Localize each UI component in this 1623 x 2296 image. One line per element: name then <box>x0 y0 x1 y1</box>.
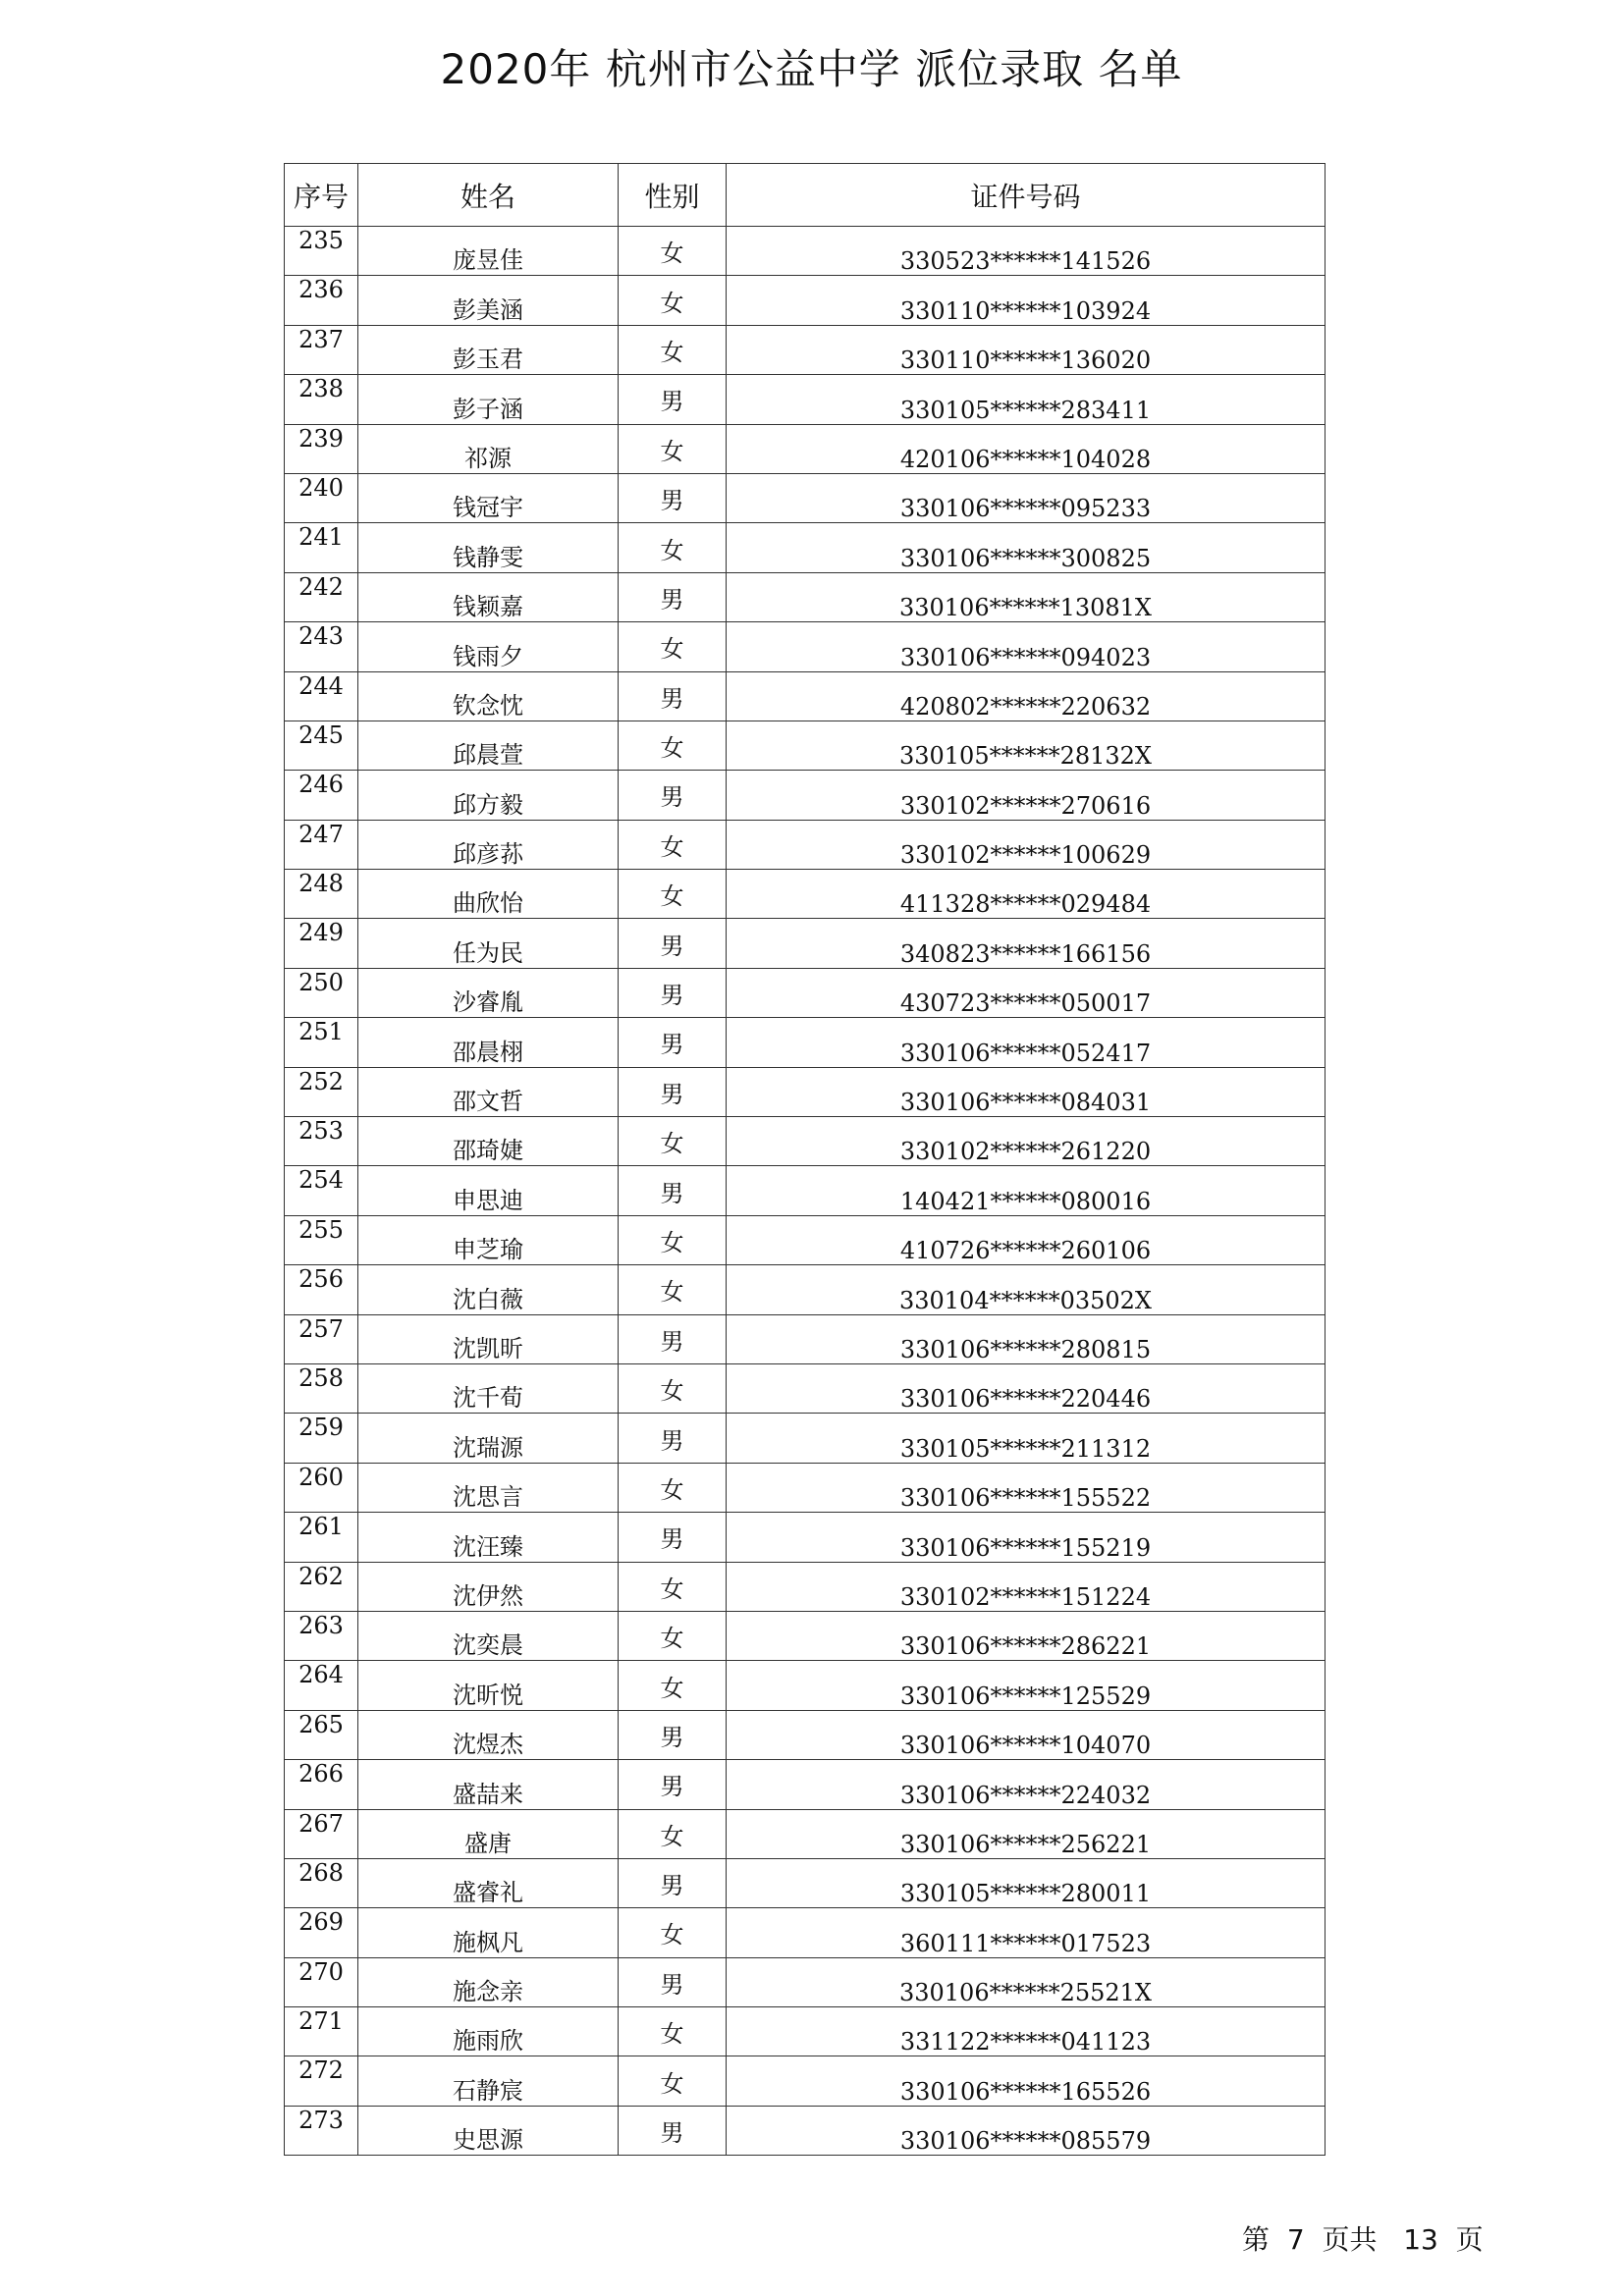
row-id-number: 330106******155219 <box>727 1513 1325 1562</box>
row-seq: 267 <box>285 1809 358 1858</box>
row-name: 史思源 <box>358 2106 619 2155</box>
row-seq: 266 <box>285 1760 358 1809</box>
row-id-number: 330105******28132X <box>727 721 1325 770</box>
row-gender: 男 <box>619 1414 727 1463</box>
footer-current-page: 7 <box>1286 2223 1305 2256</box>
row-seq: 255 <box>285 1215 358 1264</box>
footer-total-pages: 13 <box>1403 2223 1438 2256</box>
table-body <box>285 227 1325 2156</box>
row-gender: 男 <box>619 473 727 522</box>
table-row <box>285 227 1325 276</box>
table-row <box>285 1562 1325 1611</box>
row-gender: 女 <box>619 325 727 374</box>
table-row <box>285 2056 1325 2106</box>
row-gender: 女 <box>619 1117 727 1166</box>
table-row <box>285 325 1325 374</box>
table-row <box>285 820 1325 869</box>
row-gender: 男 <box>619 1957 727 2006</box>
row-id-number: 330106******280815 <box>727 1314 1325 1363</box>
row-name: 邱彦荪 <box>358 820 619 869</box>
row-gender: 男 <box>619 1513 727 1562</box>
row-seq: 262 <box>285 1562 358 1611</box>
row-name: 任为民 <box>358 919 619 968</box>
row-name: 钦念忱 <box>358 671 619 721</box>
table-row <box>285 622 1325 671</box>
table-row <box>285 1215 1325 1264</box>
row-name: 彭子涵 <box>358 375 619 424</box>
row-gender: 女 <box>619 1463 727 1512</box>
row-seq: 244 <box>285 671 358 721</box>
row-seq: 246 <box>285 771 358 820</box>
table-row <box>285 1908 1325 1957</box>
row-gender: 男 <box>619 375 727 424</box>
row-name: 邵晨栩 <box>358 1018 619 1067</box>
row-name: 邱晨萱 <box>358 721 619 770</box>
row-gender: 男 <box>619 1760 727 1809</box>
row-id-number: 330106******125529 <box>727 1661 1325 1710</box>
row-id-number: 330105******280011 <box>727 1858 1325 1907</box>
row-id-number: 330106******165526 <box>727 2056 1325 2106</box>
row-id-number: 330106******155522 <box>727 1463 1325 1512</box>
row-seq: 263 <box>285 1611 358 1660</box>
table-row <box>285 1611 1325 1660</box>
row-id-number: 330104******03502X <box>727 1265 1325 1314</box>
row-seq: 248 <box>285 870 358 919</box>
row-seq: 245 <box>285 721 358 770</box>
row-gender: 女 <box>619 622 727 671</box>
row-gender: 女 <box>619 1265 727 1314</box>
table-row <box>285 1414 1325 1463</box>
row-gender: 男 <box>619 1166 727 1215</box>
row-id-number: 330102******151224 <box>727 1562 1325 1611</box>
table-row <box>285 1513 1325 1562</box>
table-row <box>285 771 1325 820</box>
row-name: 施枫凡 <box>358 1908 619 1957</box>
row-name: 钱静雯 <box>358 523 619 572</box>
row-gender: 男 <box>619 968 727 1017</box>
row-id-number: 330106******256221 <box>727 1809 1325 1858</box>
row-gender: 男 <box>619 2106 727 2155</box>
row-seq: 273 <box>285 2106 358 2155</box>
row-seq: 239 <box>285 424 358 473</box>
row-name: 申思迪 <box>358 1166 619 1215</box>
table-row <box>285 1265 1325 1314</box>
row-gender: 男 <box>619 1858 727 1907</box>
table-row <box>285 1760 1325 1809</box>
row-seq: 253 <box>285 1117 358 1166</box>
row-name: 钱冠宇 <box>358 473 619 522</box>
row-id-number: 340823******166156 <box>727 919 1325 968</box>
row-gender: 男 <box>619 771 727 820</box>
table-row <box>285 276 1325 325</box>
row-seq: 242 <box>285 572 358 621</box>
row-seq: 270 <box>285 1957 358 2006</box>
row-name: 钱雨夕 <box>358 622 619 671</box>
row-seq: 256 <box>285 1265 358 1314</box>
row-seq: 265 <box>285 1710 358 1759</box>
page-footer <box>1242 2218 1484 2258</box>
table-row <box>285 523 1325 572</box>
row-id-number: 360111******017523 <box>727 1908 1325 1957</box>
table-header-row <box>285 164 1325 227</box>
table-row <box>285 1067 1325 1116</box>
row-id-number: 330105******283411 <box>727 375 1325 424</box>
row-name: 申芝瑜 <box>358 1215 619 1264</box>
row-gender: 女 <box>619 1661 727 1710</box>
table-row <box>285 375 1325 424</box>
table-row <box>285 424 1325 473</box>
row-name: 沈千荀 <box>358 1363 619 1413</box>
row-seq: 258 <box>285 1363 358 1413</box>
row-id-number: 330106******224032 <box>727 1760 1325 1809</box>
row-id-number: 330106******052417 <box>727 1018 1325 1067</box>
row-id-number: 330106******085579 <box>727 2106 1325 2155</box>
row-seq: 268 <box>285 1858 358 1907</box>
row-seq: 251 <box>285 1018 358 1067</box>
table-row <box>285 1809 1325 1858</box>
row-gender: 女 <box>619 820 727 869</box>
row-seq: 269 <box>285 1908 358 1957</box>
row-name: 钱颖嘉 <box>358 572 619 621</box>
table-row <box>285 968 1325 1017</box>
row-id-number: 411328******029484 <box>727 870 1325 919</box>
row-name: 沈凯昕 <box>358 1314 619 1363</box>
row-seq: 241 <box>285 523 358 572</box>
row-seq: 260 <box>285 1463 358 1512</box>
row-id-number: 330106******095233 <box>727 473 1325 522</box>
table-row <box>285 1117 1325 1166</box>
row-gender: 女 <box>619 1562 727 1611</box>
row-id-number: 330106******13081X <box>727 572 1325 621</box>
row-name: 沈奕晨 <box>358 1611 619 1660</box>
row-id-number: 330106******104070 <box>727 1710 1325 1759</box>
row-seq: 271 <box>285 2007 358 2056</box>
row-seq: 249 <box>285 919 358 968</box>
row-gender: 女 <box>619 276 727 325</box>
row-name: 沈汪臻 <box>358 1513 619 1562</box>
table-row <box>285 1166 1325 1215</box>
row-seq: 235 <box>285 227 358 276</box>
header-id-number: 证件号码 <box>727 164 1325 227</box>
row-seq: 254 <box>285 1166 358 1215</box>
row-gender: 男 <box>619 1067 727 1116</box>
table-row <box>285 1314 1325 1363</box>
table-row <box>285 1463 1325 1512</box>
table-row <box>285 721 1325 770</box>
row-seq: 261 <box>285 1513 358 1562</box>
footer-suffix: 页 <box>1455 2223 1484 2256</box>
row-id-number: 430723******050017 <box>727 968 1325 1017</box>
header-seq: 序号 <box>285 164 358 227</box>
row-gender: 男 <box>619 1018 727 1067</box>
row-name: 施念亲 <box>358 1957 619 2006</box>
table-row <box>285 671 1325 721</box>
row-seq: 247 <box>285 820 358 869</box>
row-name: 邵文哲 <box>358 1067 619 1116</box>
row-name: 石静宸 <box>358 2056 619 2106</box>
row-id-number: 330523******141526 <box>727 227 1325 276</box>
row-id-number: 330102******270616 <box>727 771 1325 820</box>
row-id-number: 331122******041123 <box>727 2007 1325 2056</box>
row-gender: 女 <box>619 424 727 473</box>
row-gender: 女 <box>619 227 727 276</box>
row-seq: 236 <box>285 276 358 325</box>
row-id-number: 420106******104028 <box>727 424 1325 473</box>
row-gender: 女 <box>619 870 727 919</box>
row-name: 沈思言 <box>358 1463 619 1512</box>
row-name: 沙睿胤 <box>358 968 619 1017</box>
row-seq: 252 <box>285 1067 358 1116</box>
row-gender: 女 <box>619 1215 727 1264</box>
row-gender: 男 <box>619 919 727 968</box>
row-name: 沈白薇 <box>358 1265 619 1314</box>
table-row <box>285 870 1325 919</box>
row-id-number: 330106******084031 <box>727 1067 1325 1116</box>
table-row <box>285 2007 1325 2056</box>
table-row <box>285 1661 1325 1710</box>
row-gender: 女 <box>619 1363 727 1413</box>
row-id-number: 330106******25521X <box>727 1957 1325 2006</box>
row-name: 彭玉君 <box>358 325 619 374</box>
table-row <box>285 473 1325 522</box>
table-row <box>285 1710 1325 1759</box>
row-name: 庞昱佳 <box>358 227 619 276</box>
table-row <box>285 1858 1325 1907</box>
row-name: 曲欣怡 <box>358 870 619 919</box>
row-gender: 女 <box>619 721 727 770</box>
table-row <box>285 2106 1325 2155</box>
row-id-number: 140421******080016 <box>727 1166 1325 1215</box>
table-row <box>285 1957 1325 2006</box>
row-id-number: 330106******094023 <box>727 622 1325 671</box>
table-row <box>285 572 1325 621</box>
row-name: 祁源 <box>358 424 619 473</box>
row-name: 彭美涵 <box>358 276 619 325</box>
row-name: 邵琦婕 <box>358 1117 619 1166</box>
row-gender: 女 <box>619 2056 727 2106</box>
row-seq: 250 <box>285 968 358 1017</box>
row-name: 盛唐 <box>358 1809 619 1858</box>
header-name: 姓名 <box>358 164 619 227</box>
row-name: 盛喆来 <box>358 1760 619 1809</box>
row-seq: 264 <box>285 1661 358 1710</box>
row-id-number: 330102******100629 <box>727 820 1325 869</box>
page-title: 2020年 杭州市公益中学 派位录取 名单 <box>440 45 1183 93</box>
row-name: 沈伊然 <box>358 1562 619 1611</box>
row-gender: 女 <box>619 1908 727 1957</box>
header-gender: 性别 <box>619 164 727 227</box>
row-gender: 男 <box>619 1314 727 1363</box>
row-seq: 240 <box>285 473 358 522</box>
row-id-number: 410726******260106 <box>727 1215 1325 1264</box>
row-id-number: 420802******220632 <box>727 671 1325 721</box>
row-seq: 237 <box>285 325 358 374</box>
row-id-number: 330106******300825 <box>727 523 1325 572</box>
row-id-number: 330106******286221 <box>727 1611 1325 1660</box>
row-name: 邱方毅 <box>358 771 619 820</box>
row-gender: 男 <box>619 671 727 721</box>
footer-prefix: 第 <box>1242 2223 1271 2256</box>
row-gender: 女 <box>619 1611 727 1660</box>
row-id-number: 330110******103924 <box>727 276 1325 325</box>
row-id-number: 330105******211312 <box>727 1414 1325 1463</box>
row-seq: 243 <box>285 622 358 671</box>
row-gender: 女 <box>619 2007 727 2056</box>
footer-middle: 页共 <box>1322 2223 1378 2256</box>
row-name: 沈昕悦 <box>358 1661 619 1710</box>
table-row <box>285 1018 1325 1067</box>
row-name: 沈煜杰 <box>358 1710 619 1759</box>
row-seq: 259 <box>285 1414 358 1463</box>
row-name: 沈瑞源 <box>358 1414 619 1463</box>
table-row <box>285 919 1325 968</box>
row-gender: 男 <box>619 1710 727 1759</box>
row-seq: 257 <box>285 1314 358 1363</box>
row-id-number: 330110******136020 <box>727 325 1325 374</box>
row-gender: 女 <box>619 523 727 572</box>
row-id-number: 330106******220446 <box>727 1363 1325 1413</box>
row-seq: 238 <box>285 375 358 424</box>
row-gender: 女 <box>619 1809 727 1858</box>
table-row <box>285 1363 1325 1413</box>
row-gender: 男 <box>619 572 727 621</box>
admission-table <box>284 163 1325 2156</box>
row-name: 盛睿礼 <box>358 1858 619 1907</box>
row-id-number: 330102******261220 <box>727 1117 1325 1166</box>
row-seq: 272 <box>285 2056 358 2106</box>
row-name: 施雨欣 <box>358 2007 619 2056</box>
